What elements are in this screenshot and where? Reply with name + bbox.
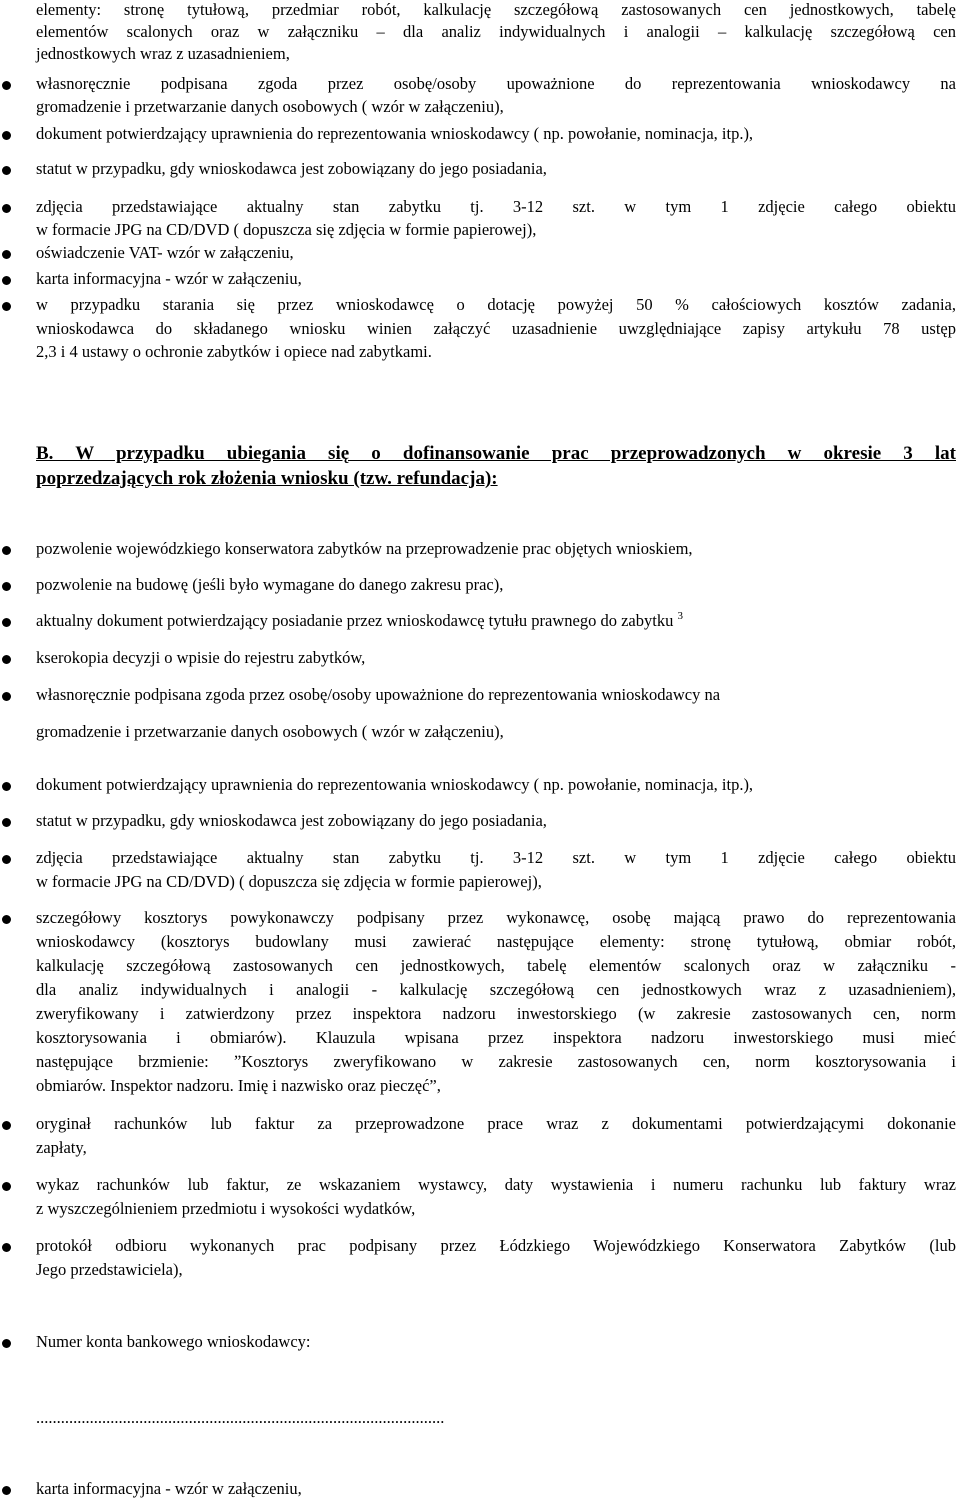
text-line: 2,3 i 4 ustawy o ochronie zabytków i opiece nad zabytkami. [36,342,432,361]
bullet-icon [2,1121,11,1130]
text-line: zdjęcia przedstawiające aktualny stan zabytku tj. 3-12 szt. w tym 1 zdjęcie całego obiektu [36,848,956,867]
text-line: obmiarów. Inspektor nadzoru. Imię i nazwisko oraz pieczęć”, [36,1076,441,1095]
text-line: zapłaty, [36,1138,87,1157]
text-line: karta informacyjna - wzór w załączeniu, [36,269,302,288]
bullet-icon [2,166,11,175]
text-line: karta informacyjna - wzór w załączeniu, [36,1479,302,1498]
bullet-icon [2,276,11,285]
text-line: własnoręcznie podpisana zgoda przez osobę/osoby upoważnione do reprezentowania wnioskodawcy na [36,685,721,704]
text-line: zdjęcia przedstawiające aktualny stan zabytku tj. 3-12 szt. w tym 1 zdjęcie całego obiektu [36,197,956,216]
text-line: zweryfikowany i zatwierdzony przez inspektora nadzoru inwestorskiego (w zakresie zastosowanych cen, norm [36,1004,956,1023]
text-line: statut w przypadku, gdy wnioskodawca jest zobowiązany do jego posiadania, [36,811,547,830]
bullet-icon [2,1486,11,1495]
text-line: pozwolenie na budowę (jeśli było wymagane do danego zakresu prac), [36,575,504,594]
text-line: Jego przedstawiciela), [36,1260,183,1279]
account-number-placeholder: ................................................................................................... [36,1408,445,1427]
text-line: dla analiz indywidualnych i analogii - kalkulację szczegółową cen jednostkowych wraz z uzasadnieniem), [36,980,956,999]
item-text: aktualny dokument potwierdzający posiadanie przez wnioskodawcę tytułu prawnego do zabytku [36,611,674,630]
text-line: pozwolenie wojewódzkiego konserwatora zabytków na przeprowadzenie prac objętych wnioskiem, [36,539,693,558]
heading-line: poprzedzających rok złożenia wniosku (tzw. refundacja): [36,468,498,489]
text-line: następujące brzmienie: ˮKosztorys zweryfikowano w zakresie zastosowanych cen, norm kosztorysowania i [36,1052,956,1071]
bullet-icon [2,692,11,701]
text-line: kserokopia decyzji o wpisie do rejestru zabytków, [36,648,366,667]
text-line: elementów scalonych oraz w załączniku – dla analiz indywidualnych i analogii – kalkulację szczegółową cen [36,22,956,41]
text-line: w przypadku starania się przez wnioskodawcę o dotację powyżej 50 % całościowych kosztów zadania, [36,295,956,314]
bullet-icon [2,618,11,627]
text-line: oświadczenie VAT- wzór w załączeniu, [36,243,294,262]
bullet-icon [2,655,11,664]
text-line: szczegółowy kosztorys powykonawczy podpisany przez wykonawcę, osobę mającą prawo do reprezentowania [36,908,956,927]
footnote-marker: 3 [677,610,683,622]
bullet-icon [2,1182,11,1191]
bullet-icon [2,582,11,591]
text-line: jednostkowych wraz z uzasadnieniem, [36,44,290,63]
text-line: statut w przypadku, gdy wnioskodawca jest zobowiązany do jego posiadania, [36,159,547,178]
text-line: w formacie JPG na CD/DVD ( dopuszcza się zdjęcia w formie papierowej), [36,220,537,239]
text-line: z wyszczególnieniem przedmiotu i wysokości wydatków, [36,1199,416,1218]
heading-line: B. W przypadku ubiegania się o dofinansowanie prac przeprowadzonych w okresie 3 lat [36,443,956,464]
text-line: kosztorysowania i obmiarów). Klauzula wpisana przez inspektora nadzoru inwestorskiego musi mieć [36,1028,956,1047]
bullet-icon [2,818,11,827]
text-line: wykaz rachunków lub faktur, ze wskazaniem wystawcy, daty wystawienia i numeru rachunku lub faktury wraz [36,1175,956,1194]
bullet-icon [2,302,11,311]
text-line: gromadzenie i przetwarzanie danych osobowych ( wzór w załączeniu), [36,722,504,741]
bullet-icon [2,250,11,259]
text-line: kalkulację szczegółową zastosowanych cen jednostkowych, tabelę elementów scalonych oraz w załączniku - [36,956,956,975]
text-line: wnioskodawcy (kosztorys budowlany musi zawierać następujące elementy: stronę tytułową, obmiar robót, [36,932,956,951]
bullet-icon [2,1243,11,1252]
bullet-icon [2,204,11,213]
text-line: wnioskodawca do składanego wniosku winien załączyć uzasadnienie uwzględniające zapisy artykułu 78 ustęp [36,319,956,338]
text-line: elementy: stronę tytułową, przedmiar robót, kalkulację szczegółową zastosowanych cen jednostkowych, tabelę [36,0,956,19]
text-line: dokument potwierdzający uprawnienia do reprezentowania wnioskodawcy ( np. powołanie, nominacja, itp.), [36,775,754,794]
text-line: Numer konta bankowego wnioskodawcy: [36,1332,311,1351]
bullet-icon [2,546,11,555]
bullet-icon [2,855,11,864]
text-line: gromadzenie i przetwarzanie danych osobowych ( wzór w załączeniu), [36,97,504,116]
bullet-icon [2,915,11,924]
bullet-icon [2,131,11,140]
bullet-icon [2,81,11,90]
text-line: protokół odbioru wykonanych prac podpisany przez Łódzkiego Wojewódzkiego Konserwatora Zabytków (lub [36,1236,956,1255]
text-line: w formacie JPG na CD/DVD) ( dopuszcza się zdjęcia w formie papierowej), [36,872,542,891]
text-line [36,611,956,631]
bullet-icon [2,1339,11,1348]
text-line: własnoręcznie podpisana zgoda przez osobę/osoby upoważnione do reprezentowania wnioskodawcy na [36,74,956,93]
bullet-icon [2,782,11,791]
text-line: oryginał rachunków lub faktur za przeprowadzone prace wraz z dokumentami potwierdzającymi dokonanie [36,1114,956,1133]
text-line: dokument potwierdzający uprawnienia do reprezentowania wnioskodawcy ( np. powołanie, nominacja, itp.), [36,124,754,143]
